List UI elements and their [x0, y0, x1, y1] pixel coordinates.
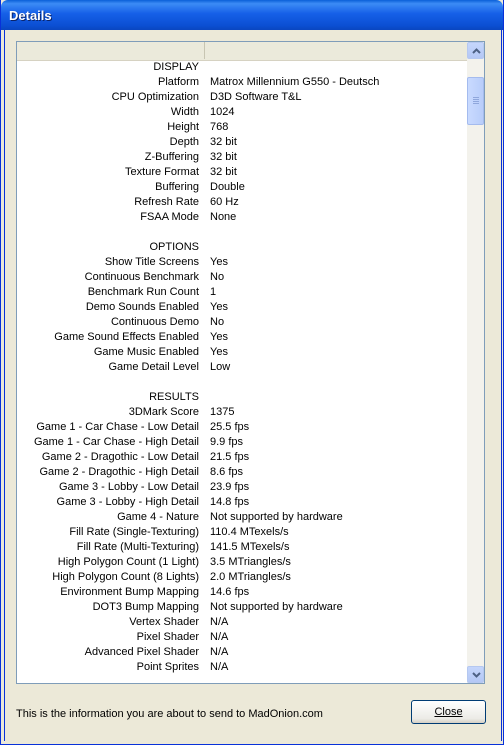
item-label: Game 1 - Car Chase - Low Detail	[36, 421, 199, 433]
item-label: Continuous Benchmark	[84, 271, 199, 283]
item-value: 110.4 MTexels/s	[210, 526, 289, 538]
section-heading-label: RESULTS	[149, 391, 199, 403]
item-value: Double	[210, 181, 245, 193]
list-item[interactable]	[17, 630, 468, 645]
list-item[interactable]	[17, 105, 468, 120]
item-value: 23.9 fps	[210, 481, 250, 493]
scroll-down-button[interactable]	[467, 666, 484, 683]
list-item[interactable]	[17, 135, 468, 150]
list-item[interactable]	[17, 600, 468, 615]
item-label: Game 1 - Car Chase - High Detail	[33, 436, 199, 448]
list-item[interactable]	[17, 585, 468, 600]
list-item[interactable]	[17, 75, 468, 90]
item-value: 32 bit	[210, 151, 237, 163]
item-value: 8.6 fps	[210, 466, 244, 478]
item-value: Matrox Millennium G550 - Deutsch	[210, 76, 380, 88]
item-value: N/A	[210, 661, 229, 673]
item-value: No	[210, 316, 225, 328]
close-button-label: Close	[434, 706, 463, 718]
item-label: Demo Sounds Enabled	[85, 301, 199, 313]
list-spacer	[17, 375, 468, 390]
footer-message: This is the information you are about to send to MadOnion.com	[16, 708, 323, 720]
item-value: N/A	[210, 646, 229, 658]
item-value: Low	[210, 361, 231, 373]
item-value: Not supported by hardware	[210, 601, 343, 613]
list-item[interactable]	[17, 420, 468, 435]
list-item[interactable]	[17, 480, 468, 495]
item-value: 768	[210, 121, 229, 133]
list-item[interactable]	[17, 345, 468, 360]
item-label: Game Detail Level	[108, 361, 199, 373]
item-label: Game 3 - Lobby - Low Detail	[58, 481, 199, 493]
item-label: Fill Rate (Multi-Texturing)	[76, 541, 199, 553]
item-value: No	[210, 271, 225, 283]
list-item[interactable]	[17, 120, 468, 135]
item-label: Buffering	[155, 181, 199, 193]
list-item[interactable]	[17, 255, 468, 270]
item-value: N/A	[210, 616, 229, 628]
list-item[interactable]	[17, 210, 468, 225]
item-label: Game 2 - Dragothic - Low Detail	[41, 451, 199, 463]
close-button[interactable]	[411, 700, 486, 724]
item-value: 1024	[210, 106, 235, 118]
list-item[interactable]	[17, 570, 468, 585]
list-item[interactable]	[17, 165, 468, 180]
item-value: 25.5 fps	[210, 421, 250, 433]
item-label: Game 3 - Lobby - High Detail	[56, 496, 199, 508]
list-spacer	[17, 225, 468, 240]
item-value: 9.9 fps	[210, 436, 244, 448]
list-item[interactable]	[17, 285, 468, 300]
list-header	[17, 42, 468, 61]
list-item[interactable]	[17, 450, 468, 465]
chevron-down-icon	[472, 672, 481, 678]
item-value: Not supported by hardware	[210, 511, 343, 523]
item-label: Height	[167, 121, 199, 133]
item-label: Width	[170, 106, 199, 118]
scroll-up-button[interactable]	[467, 42, 484, 59]
item-label: High Polygon Count (1 Light)	[57, 556, 199, 568]
item-label: 3DMark Score	[128, 406, 199, 418]
item-label: Benchmark Run Count	[87, 286, 199, 298]
item-label: Game Sound Effects Enabled	[54, 331, 199, 343]
list-item[interactable]	[17, 180, 468, 195]
item-label: Show Title Screens	[104, 256, 199, 268]
item-value: D3D Software T&L	[210, 91, 302, 103]
column-header-name[interactable]	[17, 42, 205, 59]
item-value: 1	[210, 286, 217, 298]
item-label: Game Music Enabled	[93, 346, 199, 358]
section-heading	[17, 240, 468, 255]
window-title: Details	[9, 8, 52, 23]
item-label: CPU Optimization	[111, 91, 199, 103]
item-label: Continuous Demo	[110, 316, 199, 328]
list-item[interactable]	[17, 540, 468, 555]
item-label: Pixel Shader	[136, 631, 199, 643]
vertical-scrollbar[interactable]	[467, 42, 484, 683]
item-value: Yes	[210, 331, 228, 343]
item-label: Z-Buffering	[144, 151, 199, 163]
item-label: Game 4 - Nature	[117, 511, 199, 523]
item-value: 32 bit	[210, 166, 237, 178]
list-item[interactable]	[17, 645, 468, 660]
item-value: 3.5 MTriangles/s	[210, 556, 291, 568]
list-item[interactable]	[17, 495, 468, 510]
item-label: DOT3 Bump Mapping	[92, 601, 199, 613]
list-item[interactable]	[17, 90, 468, 105]
list-item[interactable]	[17, 360, 468, 375]
item-label: Point Sprites	[136, 661, 199, 673]
section-heading	[17, 390, 468, 405]
item-value: 2.0 MTriangles/s	[210, 571, 291, 583]
item-label: Fill Rate (Single-Texturing)	[69, 526, 199, 538]
item-label: Game 2 - Dragothic - High Detail	[39, 466, 199, 478]
list-item[interactable]	[17, 510, 468, 525]
item-value: 141.5 MTexels/s	[210, 541, 290, 553]
title-bar[interactable]	[1, 0, 503, 30]
item-label: Platform	[158, 76, 199, 88]
list-item[interactable]	[17, 465, 468, 480]
item-value: None	[210, 211, 237, 223]
item-label: Texture Format	[125, 166, 199, 178]
item-label: Refresh Rate	[134, 196, 199, 208]
details-list[interactable]	[16, 41, 485, 684]
list-item[interactable]	[17, 405, 468, 420]
list-item[interactable]	[17, 150, 468, 165]
item-value: N/A	[210, 631, 229, 643]
item-label: Depth	[169, 136, 199, 148]
item-label: High Polygon Count (8 Lights)	[52, 571, 199, 583]
item-label: Advanced Pixel Shader	[84, 646, 199, 658]
list-item[interactable]	[17, 660, 468, 675]
scroll-thumb[interactable]	[467, 77, 484, 125]
item-value: 1375	[210, 406, 235, 418]
list-item[interactable]	[17, 270, 468, 285]
column-header-value[interactable]	[205, 42, 468, 59]
list-rows	[17, 60, 468, 675]
section-heading	[17, 60, 468, 75]
item-value: 14.8 fps	[210, 496, 250, 508]
list-item[interactable]	[17, 525, 468, 540]
list-item[interactable]	[17, 315, 468, 330]
list-item[interactable]	[17, 615, 468, 630]
item-value: 32 bit	[210, 136, 237, 148]
item-label: FSAA Mode	[140, 211, 199, 223]
item-value: Yes	[210, 301, 228, 313]
section-heading-label: OPTIONS	[149, 241, 199, 253]
chevron-up-icon	[472, 48, 481, 54]
item-value: 14.6 fps	[210, 586, 250, 598]
section-heading-label: DISPLAY	[153, 61, 199, 73]
list-item[interactable]	[17, 330, 468, 345]
item-label: Environment Bump Mapping	[60, 586, 199, 598]
list-item[interactable]	[17, 300, 468, 315]
item-value: 60 Hz	[210, 196, 239, 208]
list-item[interactable]	[17, 555, 468, 570]
item-value: 21.5 fps	[210, 451, 250, 463]
item-value: Yes	[210, 256, 228, 268]
list-item[interactable]	[17, 195, 468, 210]
item-value: Yes	[210, 346, 228, 358]
item-label: Vertex Shader	[129, 616, 199, 628]
list-item[interactable]	[17, 435, 468, 450]
